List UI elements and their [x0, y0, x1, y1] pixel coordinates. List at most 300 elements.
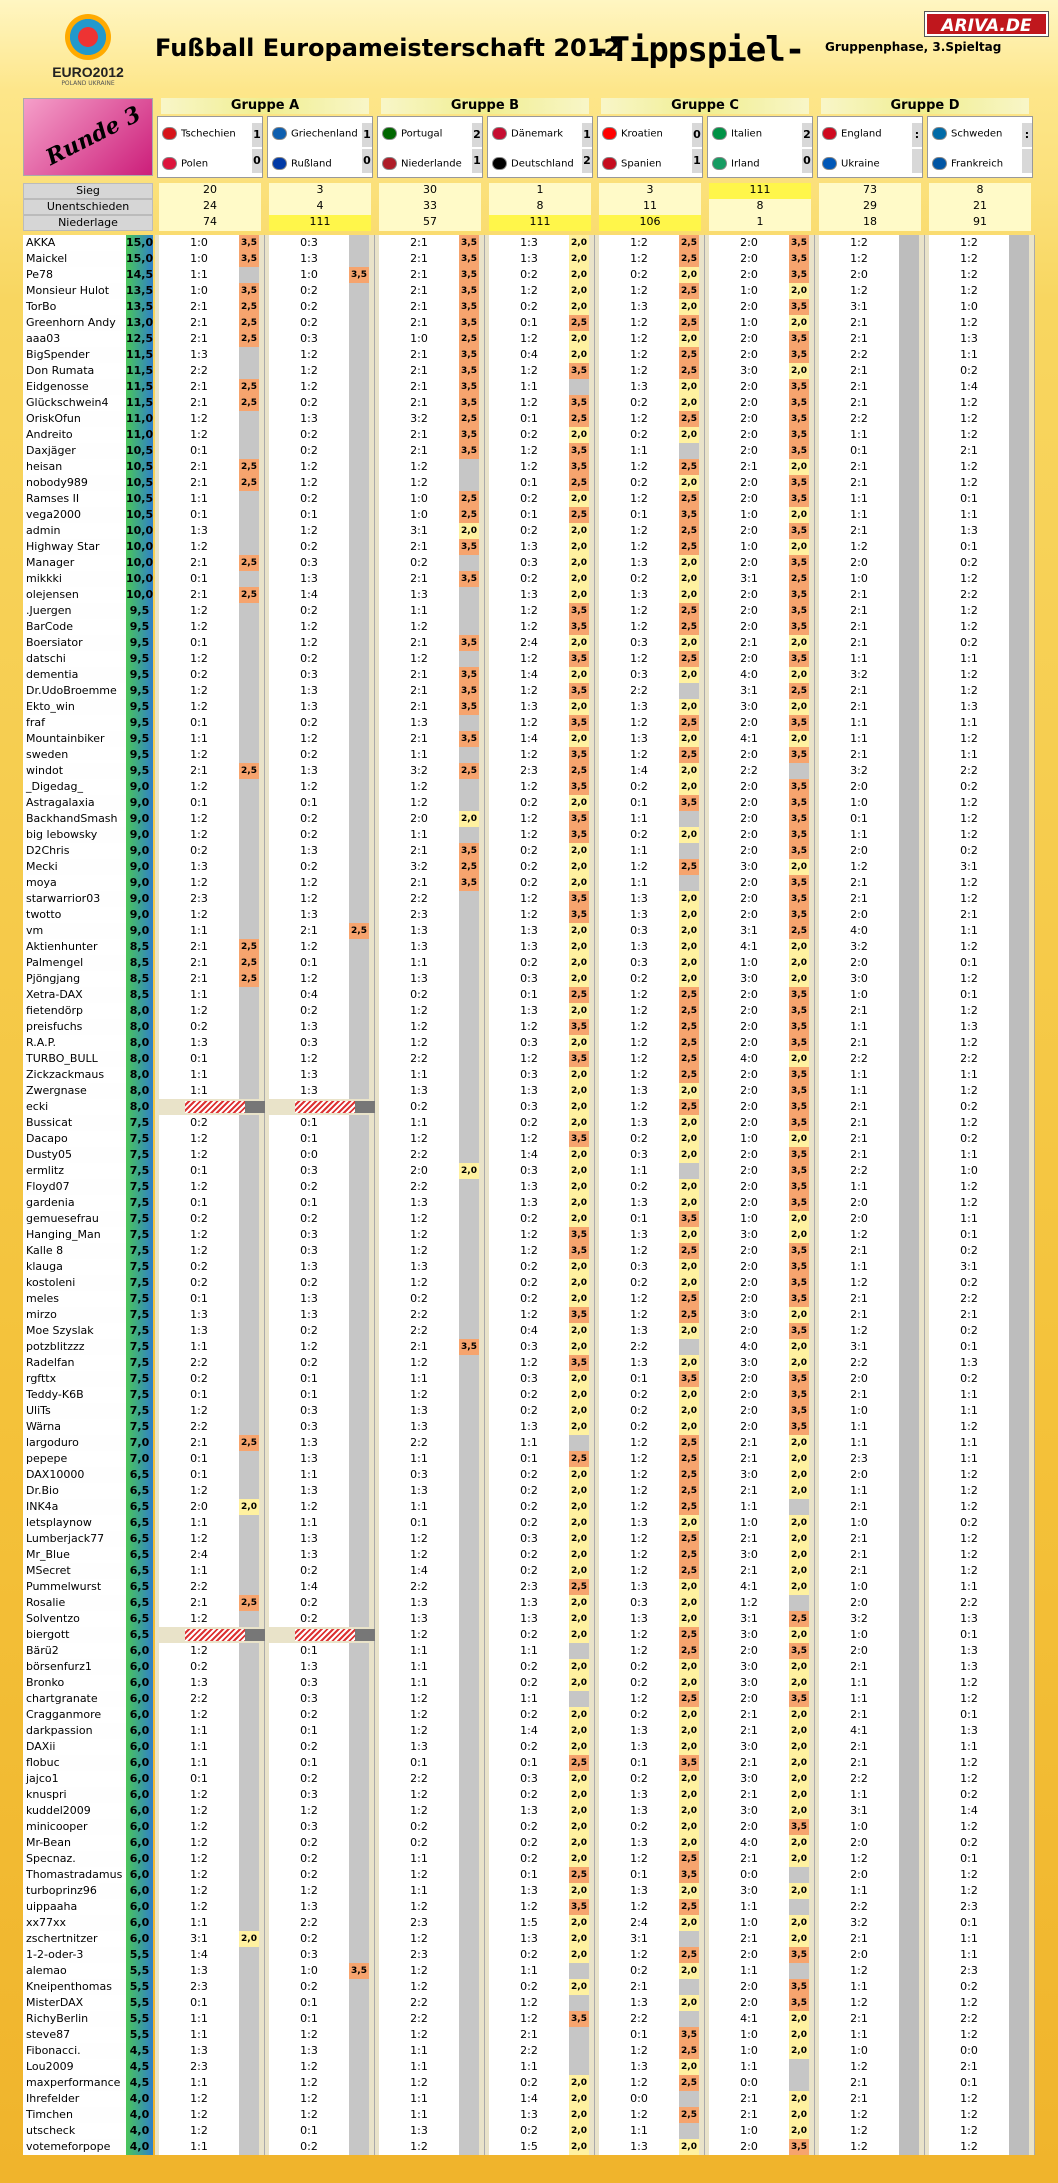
tip-cell: 1:2 [929, 1003, 1009, 1019]
player-name[interactable]: Floyd07 [23, 1179, 153, 1195]
bonus-cell [1009, 1691, 1029, 1707]
bonus-cell: 3,5 [789, 1067, 809, 1083]
tip-cell: 0:2 [269, 283, 349, 299]
tip-cell: 3:2 [819, 1915, 899, 1931]
player-name[interactable]: alemao [23, 1963, 153, 1979]
player-name[interactable]: gardenia [23, 1195, 153, 1211]
player-name[interactable]: Fibonacci. [23, 2043, 153, 2059]
player-name[interactable]: klauga [23, 1259, 153, 1275]
player-name[interactable]: chartgranate [23, 1691, 153, 1707]
tip-cell: 3:0 [709, 859, 789, 875]
bonus-cell: 3,5 [569, 1131, 589, 1147]
bonus-cell [349, 891, 369, 907]
tip-cell: 1:2 [489, 1355, 569, 1371]
tip-cell: 1:2 [269, 1051, 349, 1067]
player-name[interactable]: Pe78 [23, 267, 153, 283]
tip-cell: 0:1 [599, 1371, 679, 1387]
player-name[interactable]: admin [23, 523, 153, 539]
player-name[interactable]: big lebowsky [23, 827, 153, 843]
tip-cell: 2:0 [159, 1499, 239, 1515]
player-name[interactable]: R.A.P. [23, 1035, 153, 1051]
player-name[interactable]: zschertnitzer [23, 1931, 153, 1947]
player-name[interactable]: fraf [23, 715, 153, 731]
bonus-cell [1009, 1211, 1029, 1227]
player-name[interactable]: turboprinz96 [23, 1883, 153, 1899]
bonus-cell [1009, 731, 1029, 747]
player-name[interactable]: dementia [23, 667, 153, 683]
player-name[interactable]: Manager [23, 555, 153, 571]
player-name[interactable]: Dr.Bio [23, 1483, 153, 1499]
player-name[interactable]: uippaaha [23, 1899, 153, 1915]
bonus-cell: 2,5 [349, 923, 369, 939]
player-name[interactable]: Monsieur Hulot [23, 283, 153, 299]
player-name[interactable]: flobuc [23, 1755, 153, 1771]
tip-cell: 2:4 [159, 1547, 239, 1563]
player-name[interactable]: Dusty05 [23, 1147, 153, 1163]
tip-cell: 1:2 [599, 363, 679, 379]
player-name[interactable]: MSecret [23, 1563, 153, 1579]
tip-cell: 2:1 [379, 315, 459, 331]
player-name[interactable]: maxperformance [23, 2075, 153, 2091]
tip-cell: 1:2 [599, 1307, 679, 1323]
player-name[interactable]: 1-2-oder-3 [23, 1947, 153, 1963]
bonus-cell [349, 411, 369, 427]
bonus-cell: 2,0 [569, 587, 589, 603]
bonus-cell: 2,5 [679, 523, 699, 539]
player-name[interactable]: Bärü2 [23, 1643, 153, 1659]
player-name[interactable]: moya [23, 875, 153, 891]
tip-cell: 2:0 [709, 443, 789, 459]
bonus-cell [459, 603, 479, 619]
player-name[interactable]: Ramses II [23, 491, 153, 507]
tip-cell: 1:2 [379, 2139, 459, 2155]
tip-cell: 3:2 [379, 859, 459, 875]
bonus-cell [239, 2059, 259, 2075]
player-name[interactable]: rgfttx [23, 1371, 153, 1387]
tip-cell: 1:2 [929, 1563, 1009, 1579]
tip-cell: 1:2 [929, 427, 1009, 443]
player-name[interactable]: ermlitz [23, 1163, 153, 1179]
bonus-cell: 2,5 [569, 475, 589, 491]
bonus-cell: 2,0 [679, 731, 699, 747]
bonus-cell [899, 779, 919, 795]
player-name[interactable]: BackhandSmash [23, 811, 153, 827]
bonus-cell: 3,5 [789, 907, 809, 923]
bonus-cell [899, 1995, 919, 2011]
bonus-cell [459, 1051, 479, 1067]
player-name[interactable]: Bussicat [23, 1115, 153, 1131]
player-name[interactable]: Rosalie [23, 1595, 153, 1611]
tip-cell: 1:5 [489, 1915, 569, 1931]
player-name[interactable]: Lumberjack77 [23, 1531, 153, 1547]
player-name[interactable]: nobody989 [23, 475, 153, 491]
player-name[interactable]: Thomastradamus [23, 1867, 153, 1883]
player-name[interactable]: minicooper [23, 1819, 153, 1835]
player-name[interactable]: Kneipenthomas [23, 1979, 153, 1995]
bonus-cell [459, 1115, 479, 1131]
bonus-cell [899, 1643, 919, 1659]
score-home: 1 [362, 123, 372, 147]
player-name[interactable]: mirzo [23, 1307, 153, 1323]
bonus-cell: 2,0 [569, 2123, 589, 2139]
bonus-cell: 2,0 [569, 1931, 589, 1947]
tip-cell: 2:1 [819, 875, 899, 891]
player-name[interactable]: jajco1 [23, 1771, 153, 1787]
bonus-cell: 3,5 [789, 747, 809, 763]
tip-cell: 1:2 [159, 1835, 239, 1851]
bonus-cell [459, 1403, 479, 1419]
player-name[interactable]: largoduro [23, 1435, 153, 1451]
bonus-cell: 2,0 [569, 251, 589, 267]
tip-cell: 0:2 [269, 491, 349, 507]
player-name[interactable]: windot [23, 763, 153, 779]
bonus-cell: 3,5 [789, 299, 809, 315]
bonus-cell [899, 1339, 919, 1355]
bonus-cell: 3,5 [789, 1387, 809, 1403]
tip-cell: 1:3 [599, 1115, 679, 1131]
tip-cell: 0:2 [159, 1115, 239, 1131]
bonus-cell: 3,5 [679, 1371, 699, 1387]
player-name[interactable]: mikkki [23, 571, 153, 587]
player-name[interactable]: D2Chris [23, 843, 153, 859]
player-points: 14,5 [126, 268, 154, 281]
player-name[interactable]: gemuesefrau [23, 1211, 153, 1227]
tip-cell: 1:2 [929, 235, 1009, 251]
tip-cell: 1:3 [599, 299, 679, 315]
player-name[interactable]: aaa03 [23, 331, 153, 347]
match-box [707, 116, 813, 178]
player-name[interactable]: Boersiator [23, 635, 153, 651]
tip-cell: 1:0 [709, 1515, 789, 1531]
bonus-cell [679, 2123, 699, 2139]
player-name[interactable]: Cragganmore [23, 1707, 153, 1723]
bonus-cell [899, 2011, 919, 2027]
bonus-cell [239, 1659, 259, 1675]
player-name[interactable]: starwarrior03 [23, 891, 153, 907]
bonus-cell: 2,0 [569, 1883, 589, 1899]
tip-cell: 2:0 [709, 1243, 789, 1259]
player-name[interactable]: MisterDAX [23, 1995, 153, 2011]
bonus-cell [459, 1915, 479, 1931]
bonus-cell [459, 1739, 479, 1755]
tip-cell: 0:2 [599, 1675, 679, 1691]
player-points: 10,5 [126, 460, 154, 473]
player-name[interactable]: DAX10000 [23, 1467, 153, 1483]
bonus-cell [349, 507, 369, 523]
bonus-cell [349, 1243, 369, 1259]
player-name[interactable]: TURBO_BULL [23, 1051, 153, 1067]
player-name[interactable]: Lou2009 [23, 2059, 153, 2075]
tip-cell: 1:3 [489, 1179, 569, 1195]
bonus-cell [1009, 1611, 1029, 1627]
tip-cell: 0:1 [379, 1755, 459, 1771]
round-badge [23, 98, 153, 176]
tip-cell: 1:1 [819, 507, 899, 523]
tip-cell: 2:1 [819, 1531, 899, 1547]
player-name[interactable]: vega2000 [23, 507, 153, 523]
player-name[interactable]: börsenfurz1 [23, 1659, 153, 1675]
tip-cell: 1:2 [379, 1707, 459, 1723]
bonus-cell: 2,0 [569, 923, 589, 939]
player-name[interactable]: sweden [23, 747, 153, 763]
player-name[interactable]: twotto [23, 907, 153, 923]
player-name[interactable]: biergott [23, 1627, 153, 1643]
bonus-cell: 2,5 [679, 315, 699, 331]
bonus-cell: 2,0 [569, 939, 589, 955]
tip-cell: 3:1 [709, 923, 789, 939]
player-name[interactable]: Dr.UdoBroemme [23, 683, 153, 699]
player-name[interactable]: Aktienhunter [23, 939, 153, 955]
tip-cell: 1:1 [159, 2139, 239, 2155]
team-label: Kroatien [621, 128, 663, 140]
tip-cell: 1:1 [379, 2059, 459, 2075]
tip-cell: 2:0 [709, 1195, 789, 1211]
player-name[interactable]: darkpassion [23, 1723, 153, 1739]
bonus-cell [1009, 1499, 1029, 1515]
player-name[interactable]: heisan [23, 459, 153, 475]
tip-cell: 3:0 [709, 1307, 789, 1323]
bonus-cell [789, 763, 809, 779]
player-name[interactable]: RichyBerlin [23, 2011, 153, 2027]
player-name[interactable]: OriskOfun [23, 411, 153, 427]
tip-cell: 1:2 [269, 619, 349, 635]
bonus-cell: 2,0 [789, 2011, 809, 2027]
player-name[interactable]: BarCode [23, 619, 153, 635]
bonus-cell: 2,0 [569, 539, 589, 555]
bonus-cell: 2,0 [679, 571, 699, 587]
player-name[interactable]: Kalle 8 [23, 1243, 153, 1259]
tip-cell: 1:2 [379, 1019, 459, 1035]
tip-cell: 1:2 [489, 283, 569, 299]
bonus-cell: 2,0 [679, 475, 699, 491]
player-name[interactable]: utscheck [23, 2123, 153, 2139]
player-name[interactable]: knuspri [23, 1787, 153, 1803]
tip-cell: 1:2 [929, 1531, 1009, 1547]
bonus-cell [239, 1691, 259, 1707]
bonus-cell: 3,5 [569, 1227, 589, 1243]
player-name[interactable]: Mr_Blue [23, 1547, 153, 1563]
bonus-cell: 2,5 [239, 395, 259, 411]
tip-cell: 0:1 [599, 795, 679, 811]
tip-cell: 0:2 [929, 1099, 1009, 1115]
bonus-cell [899, 1179, 919, 1195]
player-name[interactable]: _Digedag_ [23, 779, 153, 795]
bonus-cell: 2,0 [679, 1195, 699, 1211]
player-name[interactable]: ecki [23, 1099, 153, 1115]
player-name[interactable]: votemeforpope [23, 2139, 153, 2155]
tip-cell: 1:2 [159, 699, 239, 715]
player-name[interactable]: fietendörp [23, 1003, 153, 1019]
bonus-cell: 2,0 [679, 827, 699, 843]
stat-value: 1 [489, 183, 591, 199]
player-name[interactable]: Moe Szyslak [23, 1323, 153, 1339]
player-name[interactable]: TorBo [23, 299, 153, 315]
player-name[interactable]: UliTs [23, 1403, 153, 1419]
bonus-cell: 3,5 [789, 1691, 809, 1707]
bonus-cell: 2,0 [679, 1835, 699, 1851]
ariva-logo[interactable]: ARIVA.DE [925, 12, 1048, 36]
tip-cell: 1:2 [819, 1323, 899, 1339]
player-name[interactable]: Mr-Bean [23, 1835, 153, 1851]
player-name[interactable]: .Juergen [23, 603, 153, 619]
bonus-cell: 2,0 [789, 1339, 809, 1355]
tip-cell: 1:3 [489, 1195, 569, 1211]
player-name[interactable]: Zwergnase [23, 1083, 153, 1099]
tip-cell: 2:0 [709, 1947, 789, 1963]
player-name[interactable]: Mecki [23, 859, 153, 875]
tip-cell: 0:1 [929, 987, 1009, 1003]
player-name[interactable]: Highway Star [23, 539, 153, 555]
bonus-cell [1009, 971, 1029, 987]
tip-cell: 0:1 [599, 507, 679, 523]
bonus-cell [459, 1611, 479, 1627]
tip-cell: 0:1 [599, 1867, 679, 1883]
bonus-cell [239, 1451, 259, 1467]
bonus-cell [349, 1883, 369, 1899]
player-name[interactable]: Dacapo [23, 1131, 153, 1147]
tip-cell: 0:1 [929, 1915, 1009, 1931]
bonus-cell [899, 1595, 919, 1611]
bonus-cell [459, 779, 479, 795]
player-name[interactable]: Hanging_Man [23, 1227, 153, 1243]
player-name[interactable]: Wärna [23, 1419, 153, 1435]
tip-cell: 1:3 [599, 1195, 679, 1211]
player-name[interactable]: Astragalaxia [23, 795, 153, 811]
tip-cell: 1:2 [159, 1243, 239, 1259]
tip-cell: 1:2 [929, 1035, 1009, 1051]
trophy-icon [65, 14, 111, 60]
bonus-cell [1009, 2075, 1029, 2091]
bonus-cell: 3,5 [569, 603, 589, 619]
bonus-cell [349, 939, 369, 955]
tip-cell: 1:3 [379, 923, 459, 939]
tip-cell: 2:1 [819, 379, 899, 395]
player-name[interactable]: INK4a [23, 1499, 153, 1515]
tip-cell: 0:2 [269, 1611, 349, 1627]
tip-cell: 1:1 [819, 1179, 899, 1195]
player-name[interactable]: Bronko [23, 1675, 153, 1691]
tip-cell: 0:2 [159, 843, 239, 859]
tip-cell: 0:2 [489, 1819, 569, 1835]
bonus-cell [1009, 1867, 1029, 1883]
tip-cell: 1:1 [929, 1387, 1009, 1403]
bonus-cell: 2,0 [569, 1403, 589, 1419]
bonus-cell [239, 1083, 259, 1099]
player-name[interactable]: Solventzo [23, 1611, 153, 1627]
tip-cell: 0:3 [269, 1403, 349, 1419]
player-name[interactable]: kostoleni [23, 1275, 153, 1291]
player-name[interactable]: olejensen [23, 587, 153, 603]
player-name[interactable]: meles [23, 1291, 153, 1307]
player-name[interactable]: Pummelwurst [23, 1579, 153, 1595]
player-name[interactable]: Don Rumata [23, 363, 153, 379]
player-name[interactable]: Timchen [23, 2107, 153, 2123]
tip-cell: 1:1 [709, 1963, 789, 1979]
tip-cell: 2:1 [819, 1755, 899, 1771]
tip-cell: 1:2 [599, 2075, 679, 2091]
tip-cell: 2:1 [819, 1003, 899, 1019]
player-name[interactable]: potzblitzzz [23, 1339, 153, 1355]
tip-cell: 0:1 [929, 955, 1009, 971]
player-name[interactable]: preisfuchs [23, 1019, 153, 1035]
player-name[interactable]: Palmengel [23, 955, 153, 971]
tip-cell: 1:0 [709, 955, 789, 971]
player-name[interactable]: Maickel [23, 251, 153, 267]
player-name[interactable]: Ihrefelder [23, 2091, 153, 2107]
tip-cell: 1:2 [489, 395, 569, 411]
player-name[interactable]: datschi [23, 651, 153, 667]
bonus-cell: 2,0 [679, 1995, 699, 2011]
player-name[interactable]: steve87 [23, 2027, 153, 2043]
bonus-cell: 2,0 [569, 267, 589, 283]
player-name[interactable]: DAXii [23, 1739, 153, 1755]
player-name[interactable]: Eidgenosse [23, 379, 153, 395]
player-name[interactable]: Radelfan [23, 1355, 153, 1371]
tip-cell: 2:0 [709, 1819, 789, 1835]
tip-cell: 0:1 [159, 507, 239, 523]
tip-cell: 0:1 [489, 1867, 569, 1883]
player-name[interactable]: Andreito [23, 427, 153, 443]
tip-cell: 0:3 [489, 1035, 569, 1051]
bonus-cell: 2,5 [239, 1435, 259, 1451]
player-name[interactable]: Daxjäger [23, 443, 153, 459]
player-name[interactable]: Greenhorn Andy [23, 315, 153, 331]
player-points: 6,0 [126, 1883, 153, 1899]
player-points: 6,0 [126, 1739, 153, 1755]
bonus-cell: 2,0 [679, 1723, 699, 1739]
tip-cell: 1:2 [819, 539, 899, 555]
player-name[interactable]: Teddy-K6B [23, 1387, 153, 1403]
player-name[interactable]: pepepe [23, 1451, 153, 1467]
player-name[interactable]: Zickzackmaus [23, 1067, 153, 1083]
bonus-cell [459, 907, 479, 923]
bonus-cell: 2,0 [789, 1307, 809, 1323]
player-name[interactable]: BigSpender [23, 347, 153, 363]
bonus-cell: 2,0 [679, 699, 699, 715]
tip-cell: 1:2 [599, 331, 679, 347]
player-name[interactable]: Specnaz. [23, 1851, 153, 1867]
bonus-cell [1009, 555, 1029, 571]
bonus-cell [239, 907, 259, 923]
player-points: 6,0 [126, 1835, 153, 1851]
player-points: 7,5 [126, 1259, 153, 1275]
bonus-cell [459, 1707, 479, 1723]
bonus-cell [459, 1195, 479, 1211]
tip-cell: 0:2 [599, 1131, 679, 1147]
tip-cell: 1:2 [929, 1467, 1009, 1483]
player-name[interactable]: kuddel2009 [23, 1803, 153, 1819]
bonus-cell [349, 251, 369, 267]
bonus-cell [899, 1515, 919, 1531]
player-name[interactable]: Pjöngjang [23, 971, 153, 987]
player-name[interactable]: Ekto_win [23, 699, 153, 715]
player-name[interactable]: Xetra-DAX [23, 987, 153, 1003]
bonus-cell: 2,0 [679, 1259, 699, 1275]
player-name[interactable]: xx77xx [23, 1915, 153, 1931]
tip-cell: 1:2 [929, 1499, 1009, 1515]
tippspiel-title: -Tippspiel- [590, 30, 805, 70]
player-name[interactable]: AKKA [23, 235, 153, 251]
bonus-cell: 2,5 [569, 1579, 589, 1595]
tip-cell: 1:3 [599, 1515, 679, 1531]
player-name[interactable]: Glückschwein4 [23, 395, 153, 411]
player-name[interactable]: letsplaynow [23, 1515, 153, 1531]
bonus-cell [239, 731, 259, 747]
player-name[interactable]: Mountainbiker [23, 731, 153, 747]
tip-cell: 1:2 [379, 1979, 459, 1995]
player-name[interactable]: vm [23, 923, 153, 939]
bonus-cell [899, 331, 919, 347]
